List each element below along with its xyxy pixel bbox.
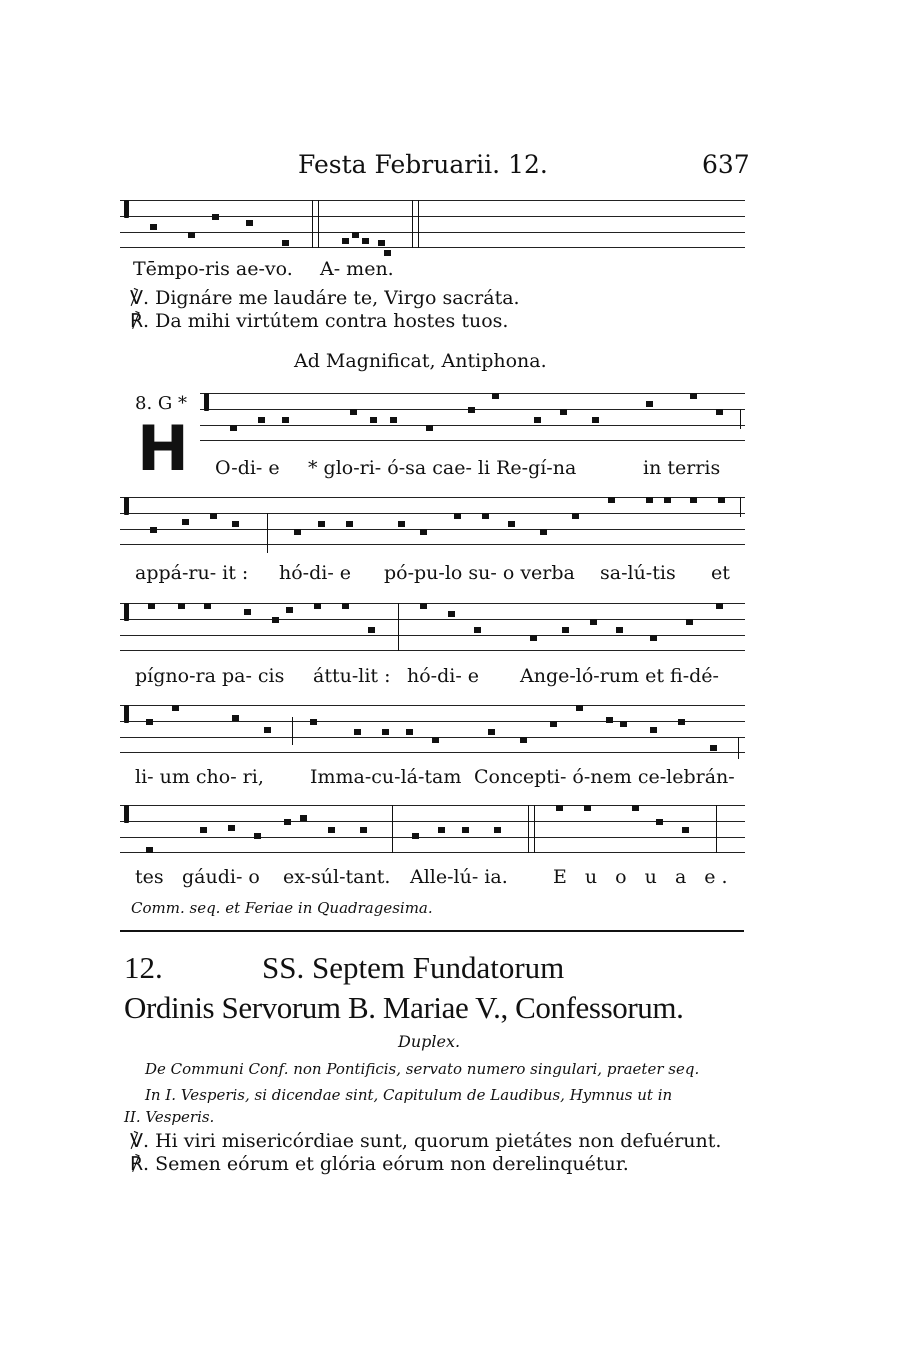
lyric-line-4a: pígno-ra pa- cis: [135, 665, 285, 687]
lyric-line-2c: in terris: [643, 457, 721, 479]
music-staff-1: [120, 200, 745, 248]
lyric-line-6d: Alle-lú- ia.: [410, 866, 508, 888]
lyric-line-4b: áttu-lit :: [313, 665, 391, 687]
lyric-line-6b: gáudi- o: [182, 866, 260, 888]
lyric-line-3e: et: [711, 562, 730, 584]
music-staff-3: [120, 497, 745, 545]
feast-title-line1: SS. Septem Fundatorum: [262, 950, 565, 985]
mode-indicator: 8. G *: [135, 393, 187, 414]
lyric-line-4c: hó-di- e: [407, 665, 480, 687]
rubric-line-1: De Communi Conf. non Pontificis, servato numero singulari, praeter seq.: [145, 1060, 700, 1078]
versicle-2: ℣. Hi viri misericórdiae sunt, quorum pietátes non defuérunt.: [130, 1130, 722, 1152]
music-staff-5: [120, 705, 745, 753]
lyric-line-5a: li- um cho- ri,: [135, 766, 264, 788]
lyric-line-3a: appá-ru- it :: [135, 562, 249, 584]
antiphon-footnote: Comm. seq. et Feriae in Quadragesima.: [131, 899, 433, 917]
lyric-line-3b: hó-di- e: [279, 562, 352, 584]
music-staff-2: [200, 393, 745, 441]
versicle: ℣. Dignáre me laudáre te, Virgo sacráta.: [130, 287, 520, 309]
lyric-line-1a: Tēmpo-ris ae-vo.: [133, 258, 293, 280]
lyric-line-2a: O-di- e: [215, 457, 280, 479]
lyric-line-5b: Imma-cu-lá-tam: [310, 766, 462, 788]
rubric-line-2: In I. Vesperis, si dicendae sint, Capitulum de Laudibus, Hymnus ut in: [145, 1086, 673, 1104]
lyric-line-4d: Ange-ló-rum et fi-dé-: [520, 665, 719, 687]
music-staff-6: [120, 805, 745, 853]
lyric-line-2b: * glo-ri- ó-sa cae- li Re-gí-na: [308, 457, 577, 479]
running-head-title: Festa Februarii. 12.: [298, 150, 548, 179]
lyric-line-3c: pó-pu-lo su- o verba: [384, 562, 575, 584]
lyric-line-6e: E u o u a e.: [553, 866, 734, 888]
lyric-line-3d: sa-lú-tis: [600, 562, 676, 584]
response: ℟. Da mihi virtútem contra hostes tuos.: [130, 310, 509, 332]
lyric-line-6c: ex-súl-tant.: [283, 866, 391, 888]
section-divider: [120, 930, 744, 932]
lyric-line-6a: tes: [135, 866, 164, 888]
lyric-line-5c: Concepti- ó-nem ce-lebrán-: [474, 766, 735, 788]
music-staff-4: [120, 603, 745, 651]
feast-rank: Duplex.: [398, 1032, 461, 1051]
lyric-line-1b: A- men.: [320, 258, 394, 280]
feast-number: 12.: [124, 950, 163, 985]
feast-title-line2: Ordinis Servorum B. Mariae V., Confessorum.: [124, 990, 684, 1025]
rubric-line-3: II. Vesperis.: [124, 1108, 215, 1126]
antiphon-heading: Ad Magnificat, Antiphona.: [294, 350, 547, 372]
drop-cap-initial: H: [137, 412, 189, 485]
page-number: 637: [702, 150, 750, 179]
response-2: ℟. Semen eórum et glória eórum non derelinquétur.: [130, 1153, 629, 1175]
